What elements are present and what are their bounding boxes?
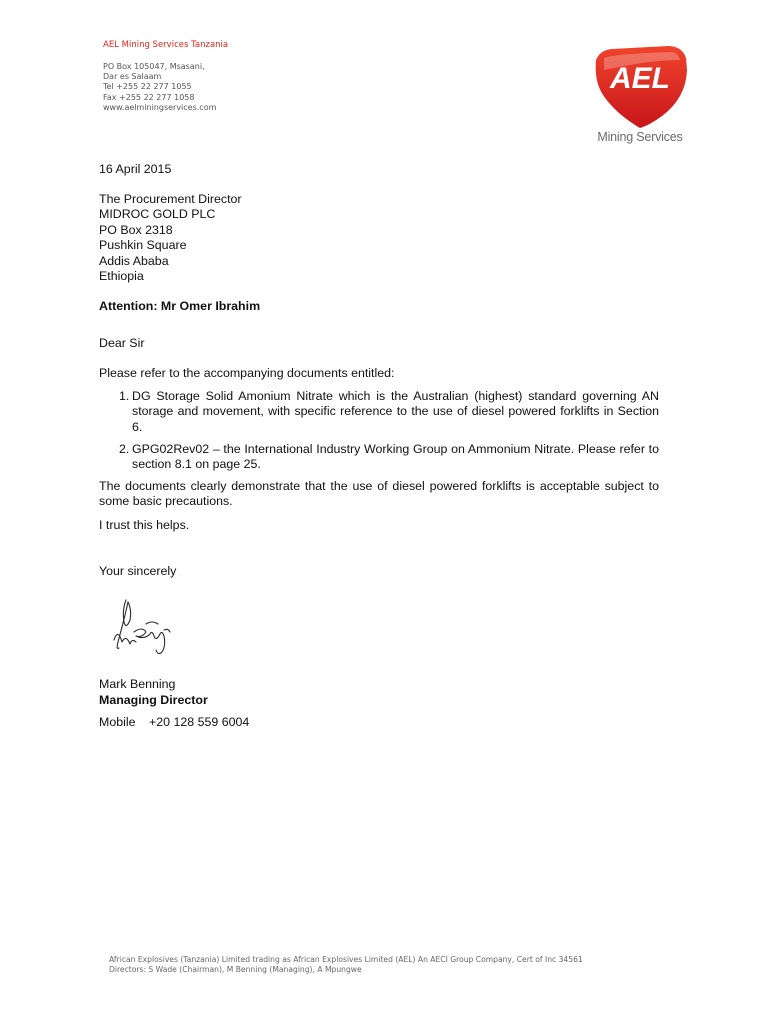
list-item [99,389,659,437]
signer-name: Mark Benning [99,677,176,691]
closing-line: Your sincerely [99,564,177,578]
trust-paragraph: I trust this helps. [99,518,190,532]
address-line: Tel +255 22 277 1055 [103,82,192,92]
list-item [99,442,659,474]
list-text: GPG02Rev02 – the International Industry Working Group on Ammonium Nitrate. Please refer to section 8.1 on page 25. [132,442,659,472]
signer-title: Managing Director [99,693,208,707]
list-text: DG Storage Solid Amonium Nitrate which is the Australian (highest) standard governing AN storage and movement, with specific reference to the use of diesel powered forklifts in Section 6. [132,389,659,434]
conclusion-paragraph: The documents clearly demonstrate that the use of diesel powered forklifts is acceptable subject to some basic precautions. [99,479,659,509]
handwritten-signature [106,590,174,666]
recipient-address [99,192,242,284]
recipient-line: PO Box 2318 [99,222,173,237]
recipient-line: The Procurement Director [99,192,242,206]
letter-date: 16 April 2015 [99,162,172,176]
address-line: www.aelminingservices.com [103,102,217,112]
intro-paragraph: Please refer to the accompanying documents entitled: [99,366,395,380]
company-address [103,62,216,113]
salutation: Dear Sir [99,336,145,350]
recipient-line: Ethiopia [99,268,144,283]
mobile-line [99,715,249,730]
address-line: PO Box 105047, Msasani, [103,62,205,71]
footer-line: Directors: S Wade (Chairman), M Benning (Managing), A Mpungwe [109,965,362,974]
list-number: 1. [119,389,130,403]
mobile-label: Mobile [99,715,136,729]
attention-line: Attention: Mr Omer Ibrahim [99,299,261,313]
company-name: AEL Mining Services Tanzania [103,40,229,50]
recipient-line: Pushkin Square [99,238,187,253]
mobile-number: +20 128 559 6004 [149,715,250,729]
footer [109,955,583,975]
list-number: 2. [119,442,130,456]
address-line: Fax +255 22 277 1058 [103,92,195,102]
logo-text: AEL [610,62,670,95]
recipient-line: MIDROC GOLD PLC [99,207,216,222]
signature-icon [106,590,174,666]
recipient-line: Addis Ababa [99,253,169,268]
logo-subtitle: Mining Services [597,130,683,144]
address-line: Dar es Salaam [103,72,162,82]
footer-line: African Explosives (Tanzania) Limited trading as African Explosives Limited (AEL) An AECI Group Company, Cert of Inc 34561 [109,955,583,964]
